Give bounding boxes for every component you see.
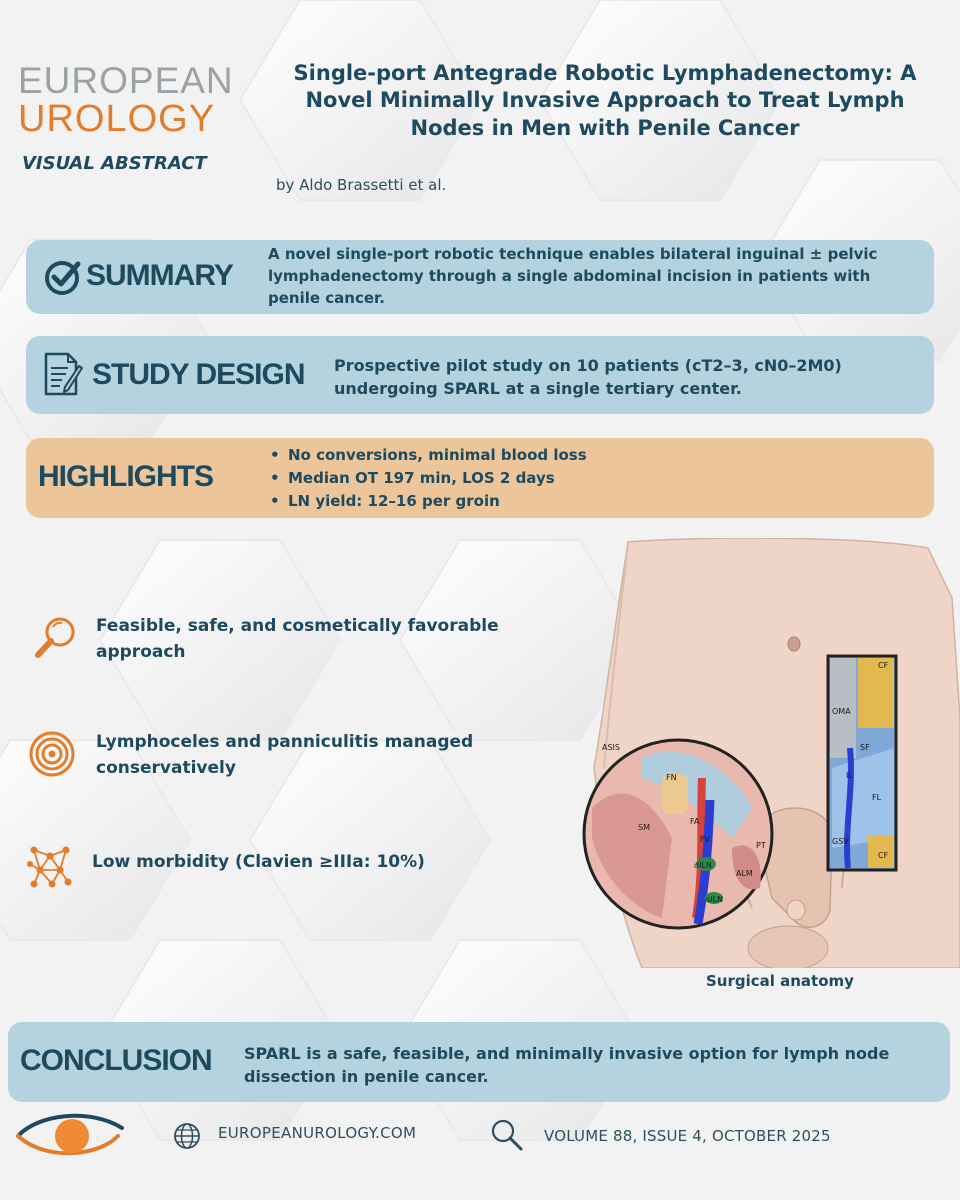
svg-text:FN: FN [666, 773, 677, 782]
svg-text:FA: FA [690, 817, 700, 826]
network-icon [26, 842, 74, 890]
document-pen-icon [42, 350, 86, 398]
svg-text:GSV: GSV [832, 837, 849, 846]
highlights-list [270, 444, 587, 513]
svg-text:SF: SF [860, 743, 870, 752]
figure-caption: Surgical anatomy [706, 972, 854, 990]
svg-text:FV: FV [700, 835, 711, 844]
conclusion-heading: CONCLUSION [20, 1044, 212, 1077]
summary-heading: SUMMARY [86, 259, 233, 292]
article-title: Single-port Antegrade Robotic Lymphadenectomy: A Novel Minimally Invasive Approach to Treat Lymph Nodes in Men with Penile Cancer [293, 61, 917, 140]
globe-icon [172, 1121, 202, 1151]
summary-text: A novel single-port robotic technique enables bilateral inguinal ± pelvic lymphadenectomy through a single abdominal incision in patients with penile cancer. [268, 245, 878, 307]
feature-text-feasibility: Feasible, safe, and cosmetically favorable approach [96, 616, 499, 662]
svg-text:FL: FL [872, 793, 882, 802]
eye-logo-icon [14, 1106, 126, 1164]
journal-name-line2: UROLOGY [18, 98, 216, 140]
issue-info: VOLUME 88, ISSUE 4, OCTOBER 2025 [544, 1127, 831, 1145]
study-design-text: Prospective pilot study on 10 patients (cT2–3, cN0–2M0) undergoing SPARL at a single tertiary center. [334, 356, 842, 399]
highlight-item: • Median OT 197 min, LOS 2 days [270, 469, 555, 487]
svg-text:sILN: sILN [706, 895, 723, 904]
svg-text:ASIS: ASIS [602, 743, 620, 752]
conclusion-text: SPARL is a safe, feasible, and minimally invasive option for lymph node dissection in penile cancer. [244, 1044, 890, 1087]
article-authors: by Aldo Brassetti et al. [276, 176, 447, 194]
highlight-item: • No conversions, minimal blood loss [270, 446, 587, 464]
study-design-heading: STUDY DESIGN [92, 358, 305, 391]
svg-text:CF: CF [878, 851, 889, 860]
svg-text:SM: SM [638, 823, 650, 832]
feature-text-complications: Lymphoceles and panniculitis managed conservatively [96, 732, 474, 778]
target-icon [28, 730, 76, 778]
svg-text:ALM: ALM [736, 869, 753, 878]
surgical-anatomy-illustration [582, 538, 960, 968]
search-icon [490, 1118, 524, 1152]
magnifier-icon [32, 614, 80, 662]
feature-text-morbidity: Low morbidity (Clavien ≥IIIa: 10%) [92, 852, 425, 872]
svg-text:dILN: dILN [694, 861, 712, 870]
website-link[interactable]: EUROPEANUROLOGY.COM [218, 1124, 417, 1142]
svg-text:CF: CF [878, 661, 889, 670]
svg-text:IL: IL [846, 771, 853, 780]
svg-text:OMA: OMA [832, 707, 851, 716]
highlight-item: • LN yield: 12–16 per groin [270, 492, 500, 510]
journal-name-line1: EUROPEAN [18, 60, 234, 101]
highlights-heading: HIGHLIGHTS [38, 460, 213, 493]
svg-text:PT: PT [756, 841, 766, 850]
visual-abstract-label: VISUAL ABSTRACT [22, 153, 207, 174]
check-circle-icon [44, 258, 82, 296]
